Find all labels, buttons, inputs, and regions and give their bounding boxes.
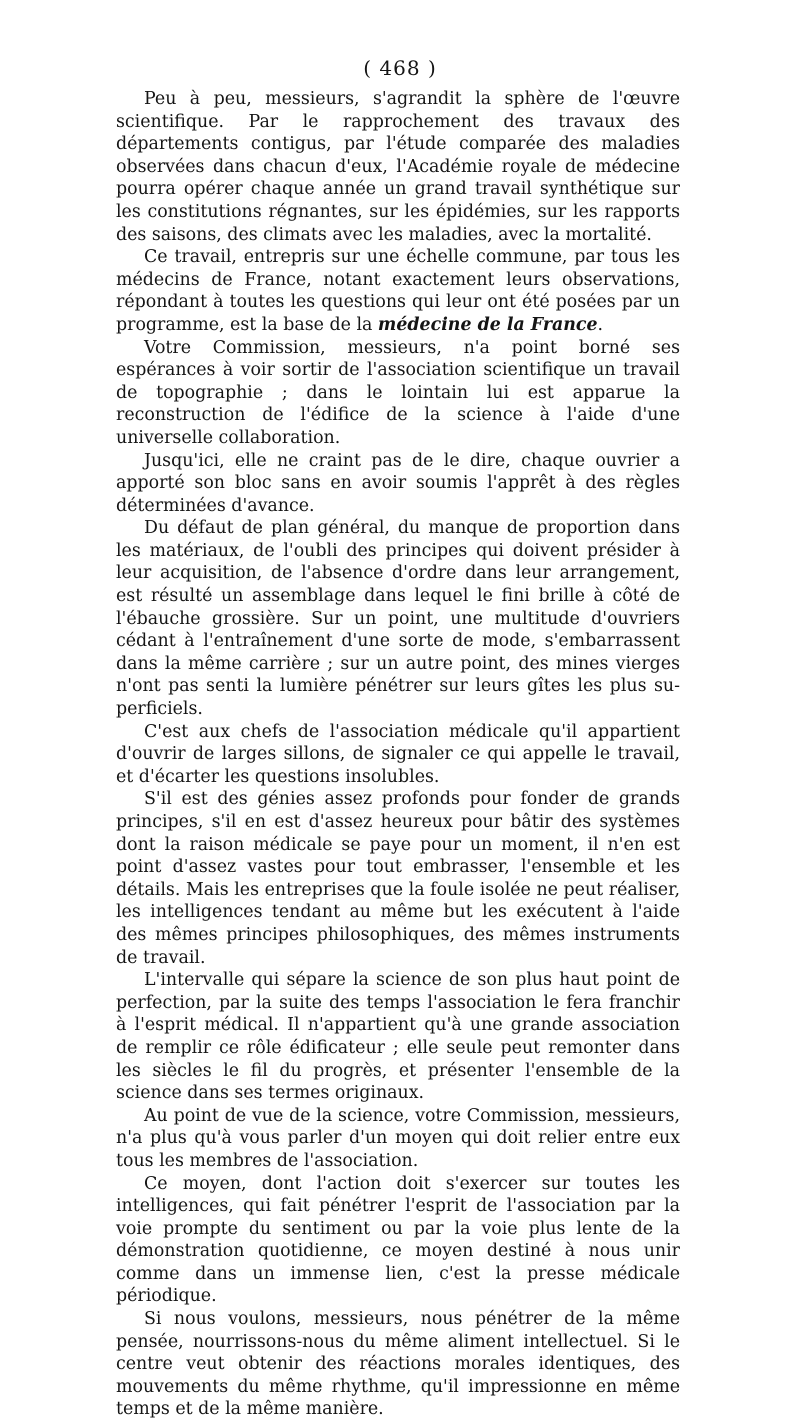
paragraph-2-end: . [597,314,604,335]
paragraph-8: L'intervalle qui sépare la science de son plus haut point de perfection, par la suite des temps l'association le fera franchir à l'esprit médical. Il n'appartient qu'à une grande association de remplir ce rôle édificateur ; elle seule peut remonter dans les siècles le fil du progrès, et présenter l'ensemble de la science dans ses termes originaux. [116,970,680,1104]
page-number: ( 468 ) [363,56,437,80]
paragraph-7: S'il est des génies assez profonds pour fonder de grands principes, s'il en est d'assez heureux pour bâtir des systèmes dont la raison médicale se paye pour un moment, il n'en est point d'assez vastes pour tout embrasser, l'ensemble et les détails. Mais les entreprises que la foule isolée ne peut réaliser, les intelligences tendant au même but les exécutent à l'aide des mêmes principes philosophiques, des mêmes instruments de travail. [116,789,680,968]
paragraph-2-text: Ce travail, entrepris sur une échelle commune, par tous les médecins de France, notant exactement leurs observations, répondant à toutes les questions qui leur ont été posées par un programme, est la base de la [116,247,680,335]
paragraph-5: Du défaut de plan général, du manque de proportion dans les matériaux, de l'oubli des principes qui doivent présider à leur acquisition, de l'absence d'ordre dans leur arrangement, est résulté un assemblage dans lequel le fini brille à côté de l'ébauche grossière. Sur un point, une multitude d'ouvriers cédant à l'entraînement d'une sorte de mode, s'embarrassent dans la même carrière ; sur un autre point, des mines vierges n'ont pas senti la lumière pénétrer sur leurs gîtes les plus superficiels. [116,518,680,720]
body-text [116,88,680,1421]
paragraph-3: Votre Commission, messieurs, n'a point borné ses espérances à voir sortir de l'association scientifique un travail de topographie ; dans le lointain lui est apparue la reconstruction de l'édifice de la science à l'aide d'une universelle collaboration. [116,337,680,448]
paragraph-6: C'est aux chefs de l'association médicale qu'il appartient d'ouvrir de larges sillons, de signaler ce qui appelle le travail, et d'écarter les questions insolubles. [116,721,680,787]
paragraph-2 [116,246,680,336]
paragraph-11: Si nous voulons, messieurs, nous pénétrer de la même pensée, nourrissons-nous du même aliment intellectuel. Si le centre veut obtenir des réactions morales identiques, des mouvements du même rhythme, qu'il impressionne en même temps et de la même manière. [116,1309,680,1420]
paragraph-10: Ce moyen, dont l'action doit s'exercer sur toutes les intelligences, qui fait pénétrer l'esprit de l'association par la voie prompte du sentiment ou par la voie plus lente de la démonstration quotidienne, ce moyen destiné à nous unir comme dans un immense lien, c'est la presse médicale périodique. [116,1173,680,1307]
paragraph-1: Peu à peu, messieurs, s'agrandit la sphère de l'œuvre scientifique. Par le rapprochement des travaux des départements contigus, par l'étude comparée des maladies observées dans chacun d'eux, l'Académie royale de médecine pourra opérer chaque année un grand travail synthétique sur les constitutions régnantes, sur les épidémies, sur les rapports des saisons, des climats avec les maladies, avec la mortalité. [116,89,680,245]
paragraph-9: Au point de vue de la science, votre Commission, messieurs, n'a plus qu'à vous parler d'un moyen qui doit relier entre eux tous les membres de l'association. [116,1105,680,1171]
paragraph-4: Jusqu'ici, elle ne craint pas de le dire, chaque ouvrier a apporté son bloc sans en avoir soumis l'apprêt à des règles déterminées d'avance. [116,450,680,516]
italic-title: médecine de la France [377,314,598,335]
